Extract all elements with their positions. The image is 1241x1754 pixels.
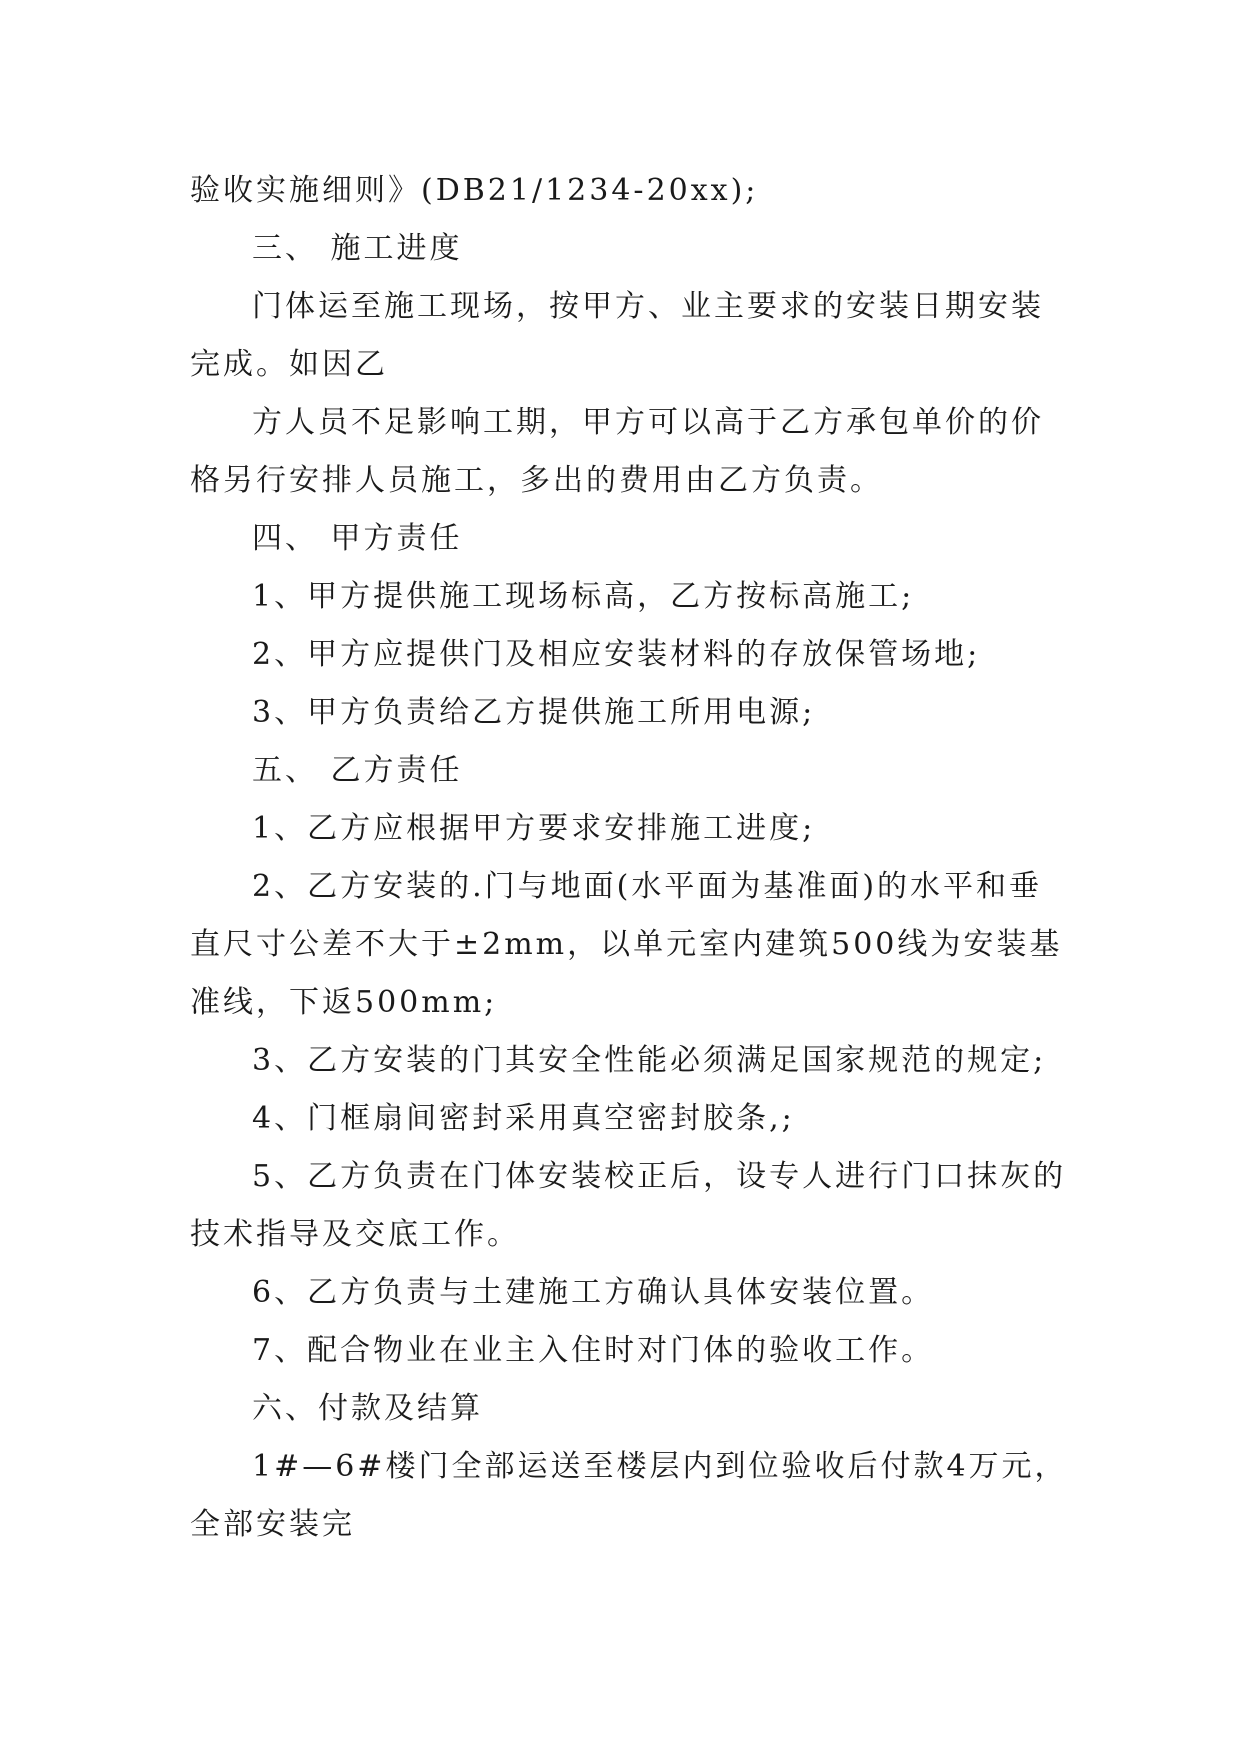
section-heading-3: 三、 施工进度	[252, 231, 463, 266]
list-item: 2、乙方安装的.门与地面(水平面为基准面)的水平和垂直尺寸公差不大于±2mm，以单元室内建筑500线为安装基准线，下返500mm;	[190, 869, 1063, 1020]
paragraph-1: 验收实施细则》(DB21/1234-20xx);	[190, 173, 759, 208]
list-item: 3、甲方负责给乙方提供施工所用电源;	[252, 695, 816, 730]
paragraph-18: 1#—6#楼门全部运送至楼层内到位验收后付款4万元，全部安装完	[190, 1449, 1068, 1542]
paragraph-3: 门体运至施工现场，按甲方、业主要求的安装日期安装完成。如因乙	[190, 289, 1044, 382]
list-item: 5、乙方负责在门体安装校正后，设专人进行门口抹灰的技术指导及交底工作。	[190, 1159, 1067, 1252]
list-item: 3、乙方安装的门其安全性能必须满足国家规范的规定;	[252, 1043, 1047, 1078]
section-heading-4: 四、 甲方责任	[252, 521, 463, 556]
document-body	[190, 162, 1070, 1554]
list-item: 1、乙方应根据甲方要求安排施工进度;	[252, 811, 816, 846]
paragraph-4: 方人员不足影响工期，甲方可以高于乙方承包单价的价格另行安排人员施工，多出的费用由乙方负责。	[190, 405, 1044, 498]
list-item: 1、甲方提供施工现场标高，乙方按标高施工;	[252, 579, 915, 614]
section-heading-6: 六、付款及结算	[252, 1391, 483, 1426]
section-heading-5: 五、 乙方责任	[252, 753, 463, 788]
list-item: 4、门框扇间密封采用真空密封胶条,;	[252, 1101, 795, 1136]
list-item: 7、配合物业在业主入住时对门体的验收工作。	[252, 1333, 935, 1368]
list-item: 6、乙方负责与土建施工方确认具体安装位置。	[252, 1275, 935, 1310]
list-item: 2、甲方应提供门及相应安装材料的存放保管场地;	[252, 637, 981, 672]
